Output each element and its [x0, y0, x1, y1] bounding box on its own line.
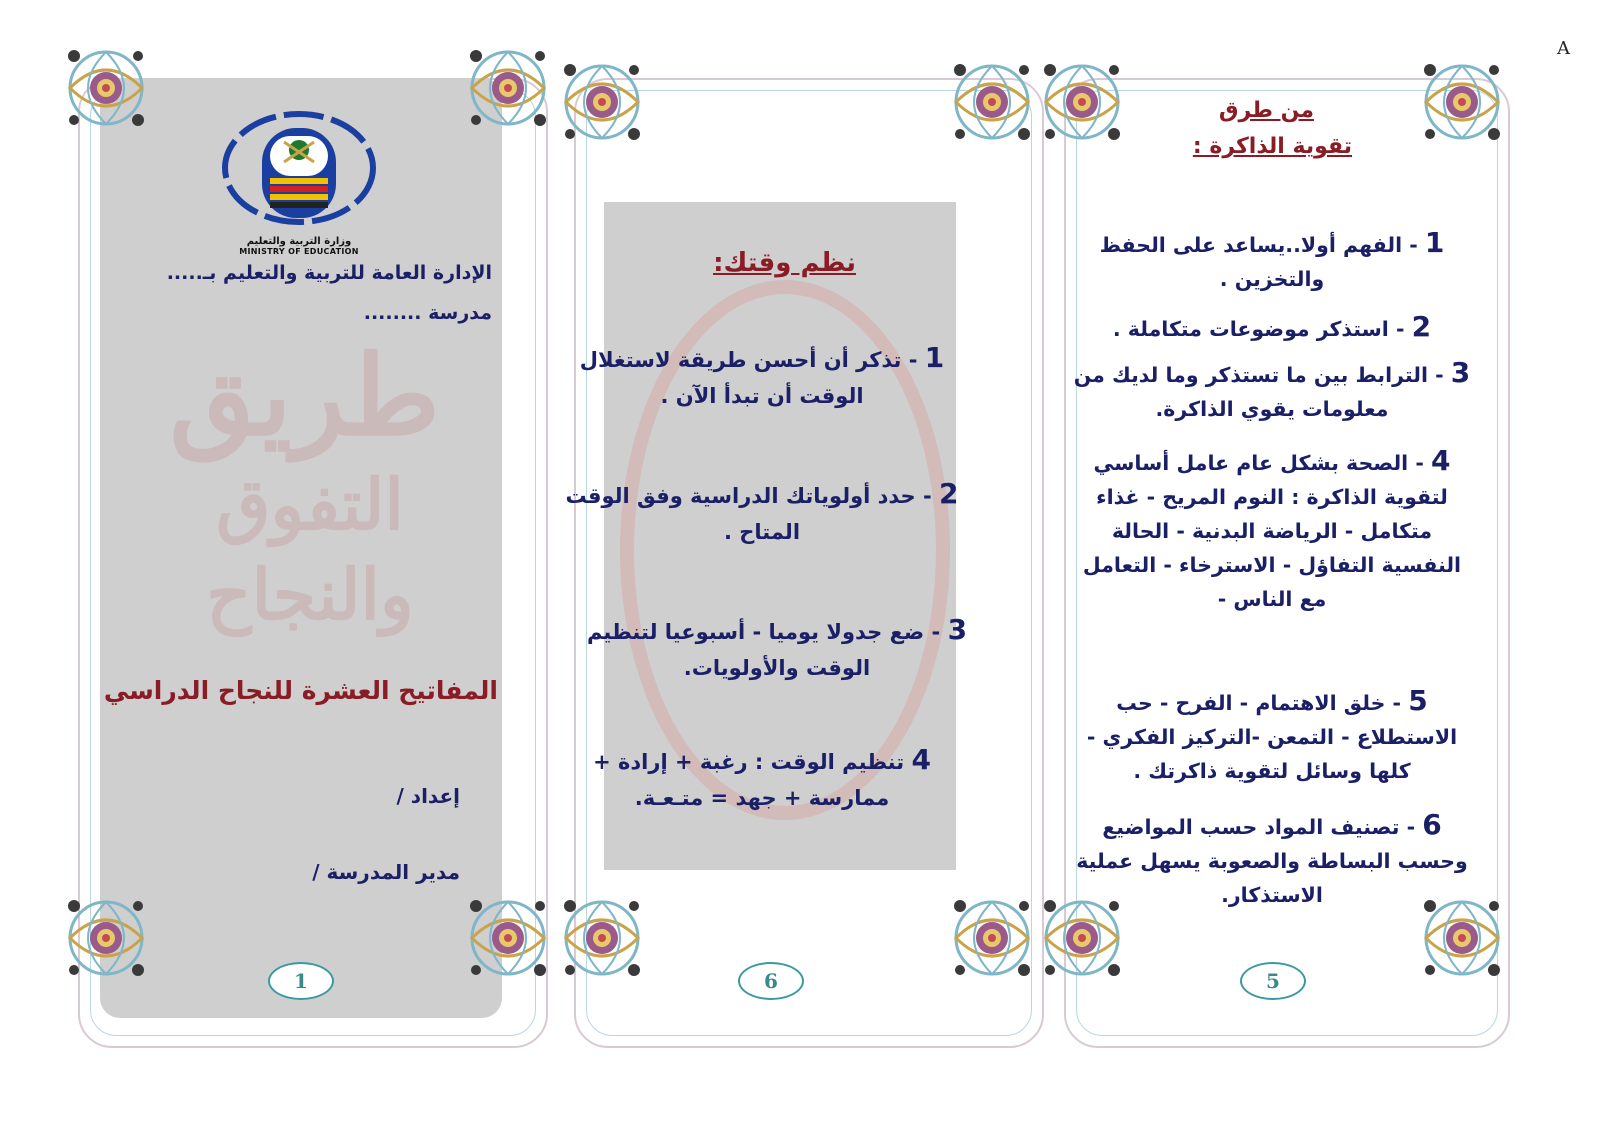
prepared-by-label: إعداد / [396, 784, 460, 808]
time-item-text: - حدد أولوياتك الدراسية وفق الوقت المتاح . [565, 484, 932, 544]
cover-watermark-line1: طريق [169, 331, 440, 460]
page-number-6: 6 [738, 962, 804, 1000]
floral-ornament-icon [950, 896, 1034, 980]
time-item-text: - تذكر أن أحسن طريقة لاستغلال الوقت أن تبدأ الآن . [579, 348, 918, 408]
memory-item-number: 3 [1450, 356, 1471, 389]
ministry-logo [218, 108, 380, 256]
memory-item-5 [1072, 684, 1472, 788]
memory-item-1 [1072, 226, 1472, 296]
memory-item-number: 4 [1430, 444, 1451, 477]
ministry-emblem-icon [218, 108, 380, 232]
principal-label: مدير المدرسة / [312, 860, 460, 884]
corner-letter: A [1557, 38, 1570, 59]
floral-ornament-icon [64, 896, 148, 980]
time-item-2 [562, 476, 962, 550]
floral-ornament-icon [1040, 60, 1124, 144]
floral-ornament-icon [64, 46, 148, 130]
memory-item-4 [1072, 444, 1472, 616]
memory-item-text: - استذكر موضوعات متكاملة . [1112, 317, 1405, 341]
memory-item-number: 6 [1422, 808, 1442, 841]
memory-heading-line1: من طرق [1218, 98, 1314, 123]
memory-heading-line2: تقوية الذاكرة : [1192, 134, 1352, 159]
memory-item-number: 5 [1408, 684, 1428, 717]
memory-item-6 [1072, 808, 1472, 912]
cover-watermark-line2: التفوق والنجاح [206, 463, 414, 636]
floral-ornament-icon [1420, 60, 1504, 144]
page-number-5: 5 [1240, 962, 1306, 1000]
floral-ornament-icon [1040, 896, 1124, 980]
time-item-number: 1 [924, 341, 945, 374]
memory-item-number: 2 [1411, 310, 1432, 343]
school-line: مدرسة ........ [363, 302, 492, 324]
memory-item-text: - الصحة بشكل عام عامل أساسي لتقوية الذاكرة : النوم المريح - غذاء متكامل - الرياضة البدنية - الحالة النفسية التفاؤل - الاسترخاء - التعامل مع الناس - [1082, 451, 1462, 611]
memory-item-text: - خلق الاهتمام - الفرح - حب الاستطلاع - التمعن -التركيز الفكري - كلها وسائل لتقوية ذاكرتك . [1086, 691, 1458, 783]
floral-ornament-icon [466, 896, 550, 980]
page-number-1: 1 [268, 962, 334, 1000]
floral-ornament-icon [560, 896, 644, 980]
logo-caption-arabic: وزارة التربية والتعليم [246, 236, 352, 247]
floral-ornament-icon [950, 60, 1034, 144]
memory-item-text: - الترابط بين ما تستذكر وما لديك من معلومات يقوي الذاكرة. [1073, 363, 1444, 421]
floral-ornament-icon [1420, 896, 1504, 980]
time-item-number: 2 [939, 477, 959, 510]
time-item-text: تنظيم الوقت : رغبة + إرادة + ممارسة + جهد = متـعـة. [593, 750, 905, 810]
admin-line: الإدارة العامة للتربية والتعليم بـ..... [166, 262, 492, 284]
time-heading: نظم وقتك: [713, 248, 856, 278]
floral-ornament-icon [560, 60, 644, 144]
time-item-4 [562, 742, 962, 816]
memory-item-text: - تصنيف المواد حسب المواضيع وحسب البساطة والصعوبة يسهل عملية الاستذكار. [1076, 815, 1468, 907]
time-item-1 [562, 340, 962, 414]
time-item-3 [562, 612, 992, 686]
time-item-text: - ضع جدولا يوميا - أسبوعيا لتنظيم الوقت والأولويات. [586, 620, 941, 680]
floral-ornament-icon [466, 46, 550, 130]
time-item-number: 3 [947, 613, 968, 646]
logo-caption-english: MINISTRY OF EDUCATION [239, 247, 359, 256]
time-item-number: 4 [911, 743, 931, 776]
memory-item-2 [1072, 310, 1472, 346]
memory-item-3 [1072, 356, 1472, 426]
cover-title: المفاتيح العشرة للنجاح الدراسي [103, 676, 498, 705]
memory-item-text: - الفهم أولا..يساعد على الحفظ والتخزين . [1099, 233, 1418, 291]
memory-item-number: 1 [1424, 226, 1445, 259]
